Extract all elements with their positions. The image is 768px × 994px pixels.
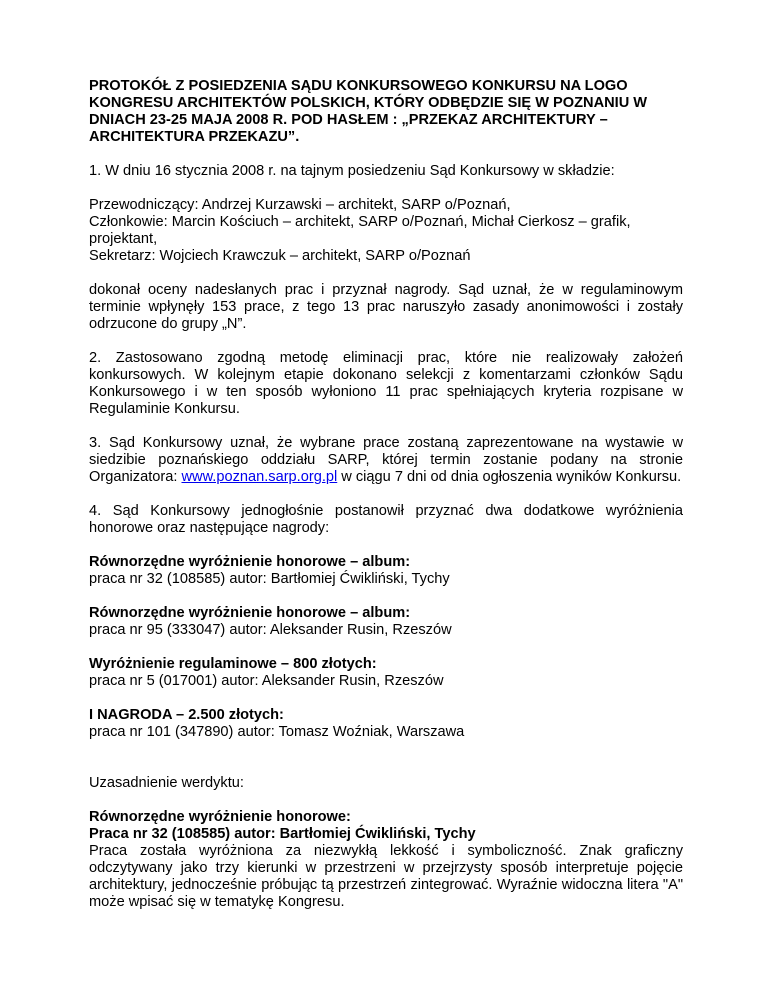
jury-chair: Przewodniczący: Andrzej Kurzawski – architekt, SARP o/Poznań, — [89, 197, 511, 213]
award-heading: Równorzędne wyróżnienie honorowe – album: — [89, 554, 411, 570]
justification-label: Uzasadnienie werdyktu: — [89, 775, 244, 791]
award-detail: praca nr 5 (017001) autor: Aleksander Rusin, Rzeszów — [89, 673, 444, 689]
award-detail: praca nr 101 (347890) autor: Tomasz Woźniak, Warszawa — [89, 724, 465, 740]
award-detail: praca nr 95 (333047) autor: Aleksander Rusin, Rzeszów — [89, 622, 452, 638]
jury-members: Członkowie: Marcin Kościuch – architekt, SARP o/Poznań, Michał Cierkosz – grafik, projektant, — [89, 214, 631, 247]
award-4 — [89, 707, 683, 741]
jury-secretary: Sekretarz: Wojciech Krawczuk – architekt, SARP o/Poznań — [89, 248, 471, 264]
award-3 — [89, 656, 683, 690]
award-1 — [89, 554, 683, 588]
award-detail: praca nr 32 (108585) autor: Bartłomiej Ćwikliński, Tychy — [89, 571, 450, 587]
assessment-paragraph: dokonał oceny nadesłanych prac i przyznał nagrody. Sąd uznał, że w regulaminowym terminie wpłynęły 153 prace, z tego 13 prac naruszyło zasady anonimowości i zostały odrzucone do grupy „N”. — [89, 282, 683, 332]
paragraph-3-text-end: w ciągu 7 dni od dnia ogłoszenia wyników Konkursu. — [337, 469, 682, 485]
organizer-website-link[interactable]: www.poznan.sarp.org.pl — [181, 469, 338, 485]
award-2 — [89, 605, 683, 639]
document-page — [89, 78, 683, 928]
paragraph-2: 2. Zastosowano zgodną metodę eliminacji prac, które nie realizowały założeń konkursowych. W kolejnym etapie dokonano selekcji z komentarzami członków Sądu Konkursowego i w ten sposób wyłoniono 11 prac spełniających kryteria rozpisane w Regulaminie Konkursu. — [89, 350, 683, 417]
paragraph-3-text: 3. Sąd Konkursowy uznał, że wybrane prace zostaną zaprezentowane na wystawie w siedzibie poznańskiego oddziału SARP, której termin zostanie podany na stronie Organizatora: — [89, 435, 683, 485]
justification-subheading: Praca nr 32 (108585) autor: Bartłomiej Ćwikliński, Tychy — [89, 826, 476, 842]
paragraph-1: 1. W dniu 16 stycznia 2008 r. na tajnym posiedzeniu Sąd Konkursowy w składzie: — [89, 163, 615, 179]
award-heading: Wyróżnienie regulaminowe – 800 złotych: — [89, 656, 377, 672]
paragraph-4: 4. Sąd Konkursowy jednogłośnie postanowił przyznać dwa dodatkowe wyróżnienia honorowe oraz następujące nagrody: — [89, 503, 683, 536]
jury-composition — [89, 197, 683, 265]
paragraph-3 — [89, 435, 683, 486]
justification-heading: Równorzędne wyróżnienie honorowe: — [89, 809, 351, 825]
justification-text: Praca została wyróżniona za niezwykłą lekkość i symboliczność. Znak graficzny odczytywany jako trzy kierunki w przestrzeni w przejrzysty sposób interpretuje pojęcie architektury, jednocześnie próbując tą przestrzeń zintegrować. Wyraźnie widoczna litera "A" może wpisać się w tematykę Kongresu. — [89, 843, 683, 910]
award-heading: I NAGRODA – 2.500 złotych: — [89, 707, 284, 723]
document-title: PROTOKÓŁ Z POSIEDZENIA SĄDU KONKURSOWEGO KONKURSU NA LOGO KONGRESU ARCHITEKTÓW POLSKICH, KTÓRY ODBĘDZIE SIĘ W POZNANIU W DNIACH 23-25 MAJA 2008 R. POD HASŁEM : „PRZEKAZ ARCHITEKTURY – ARCHITEKTURA PRZEKAZU”. — [89, 78, 648, 145]
spacer — [89, 758, 683, 775]
award-heading: Równorzędne wyróżnienie honorowe – album: — [89, 605, 411, 621]
justification-section — [89, 809, 683, 911]
